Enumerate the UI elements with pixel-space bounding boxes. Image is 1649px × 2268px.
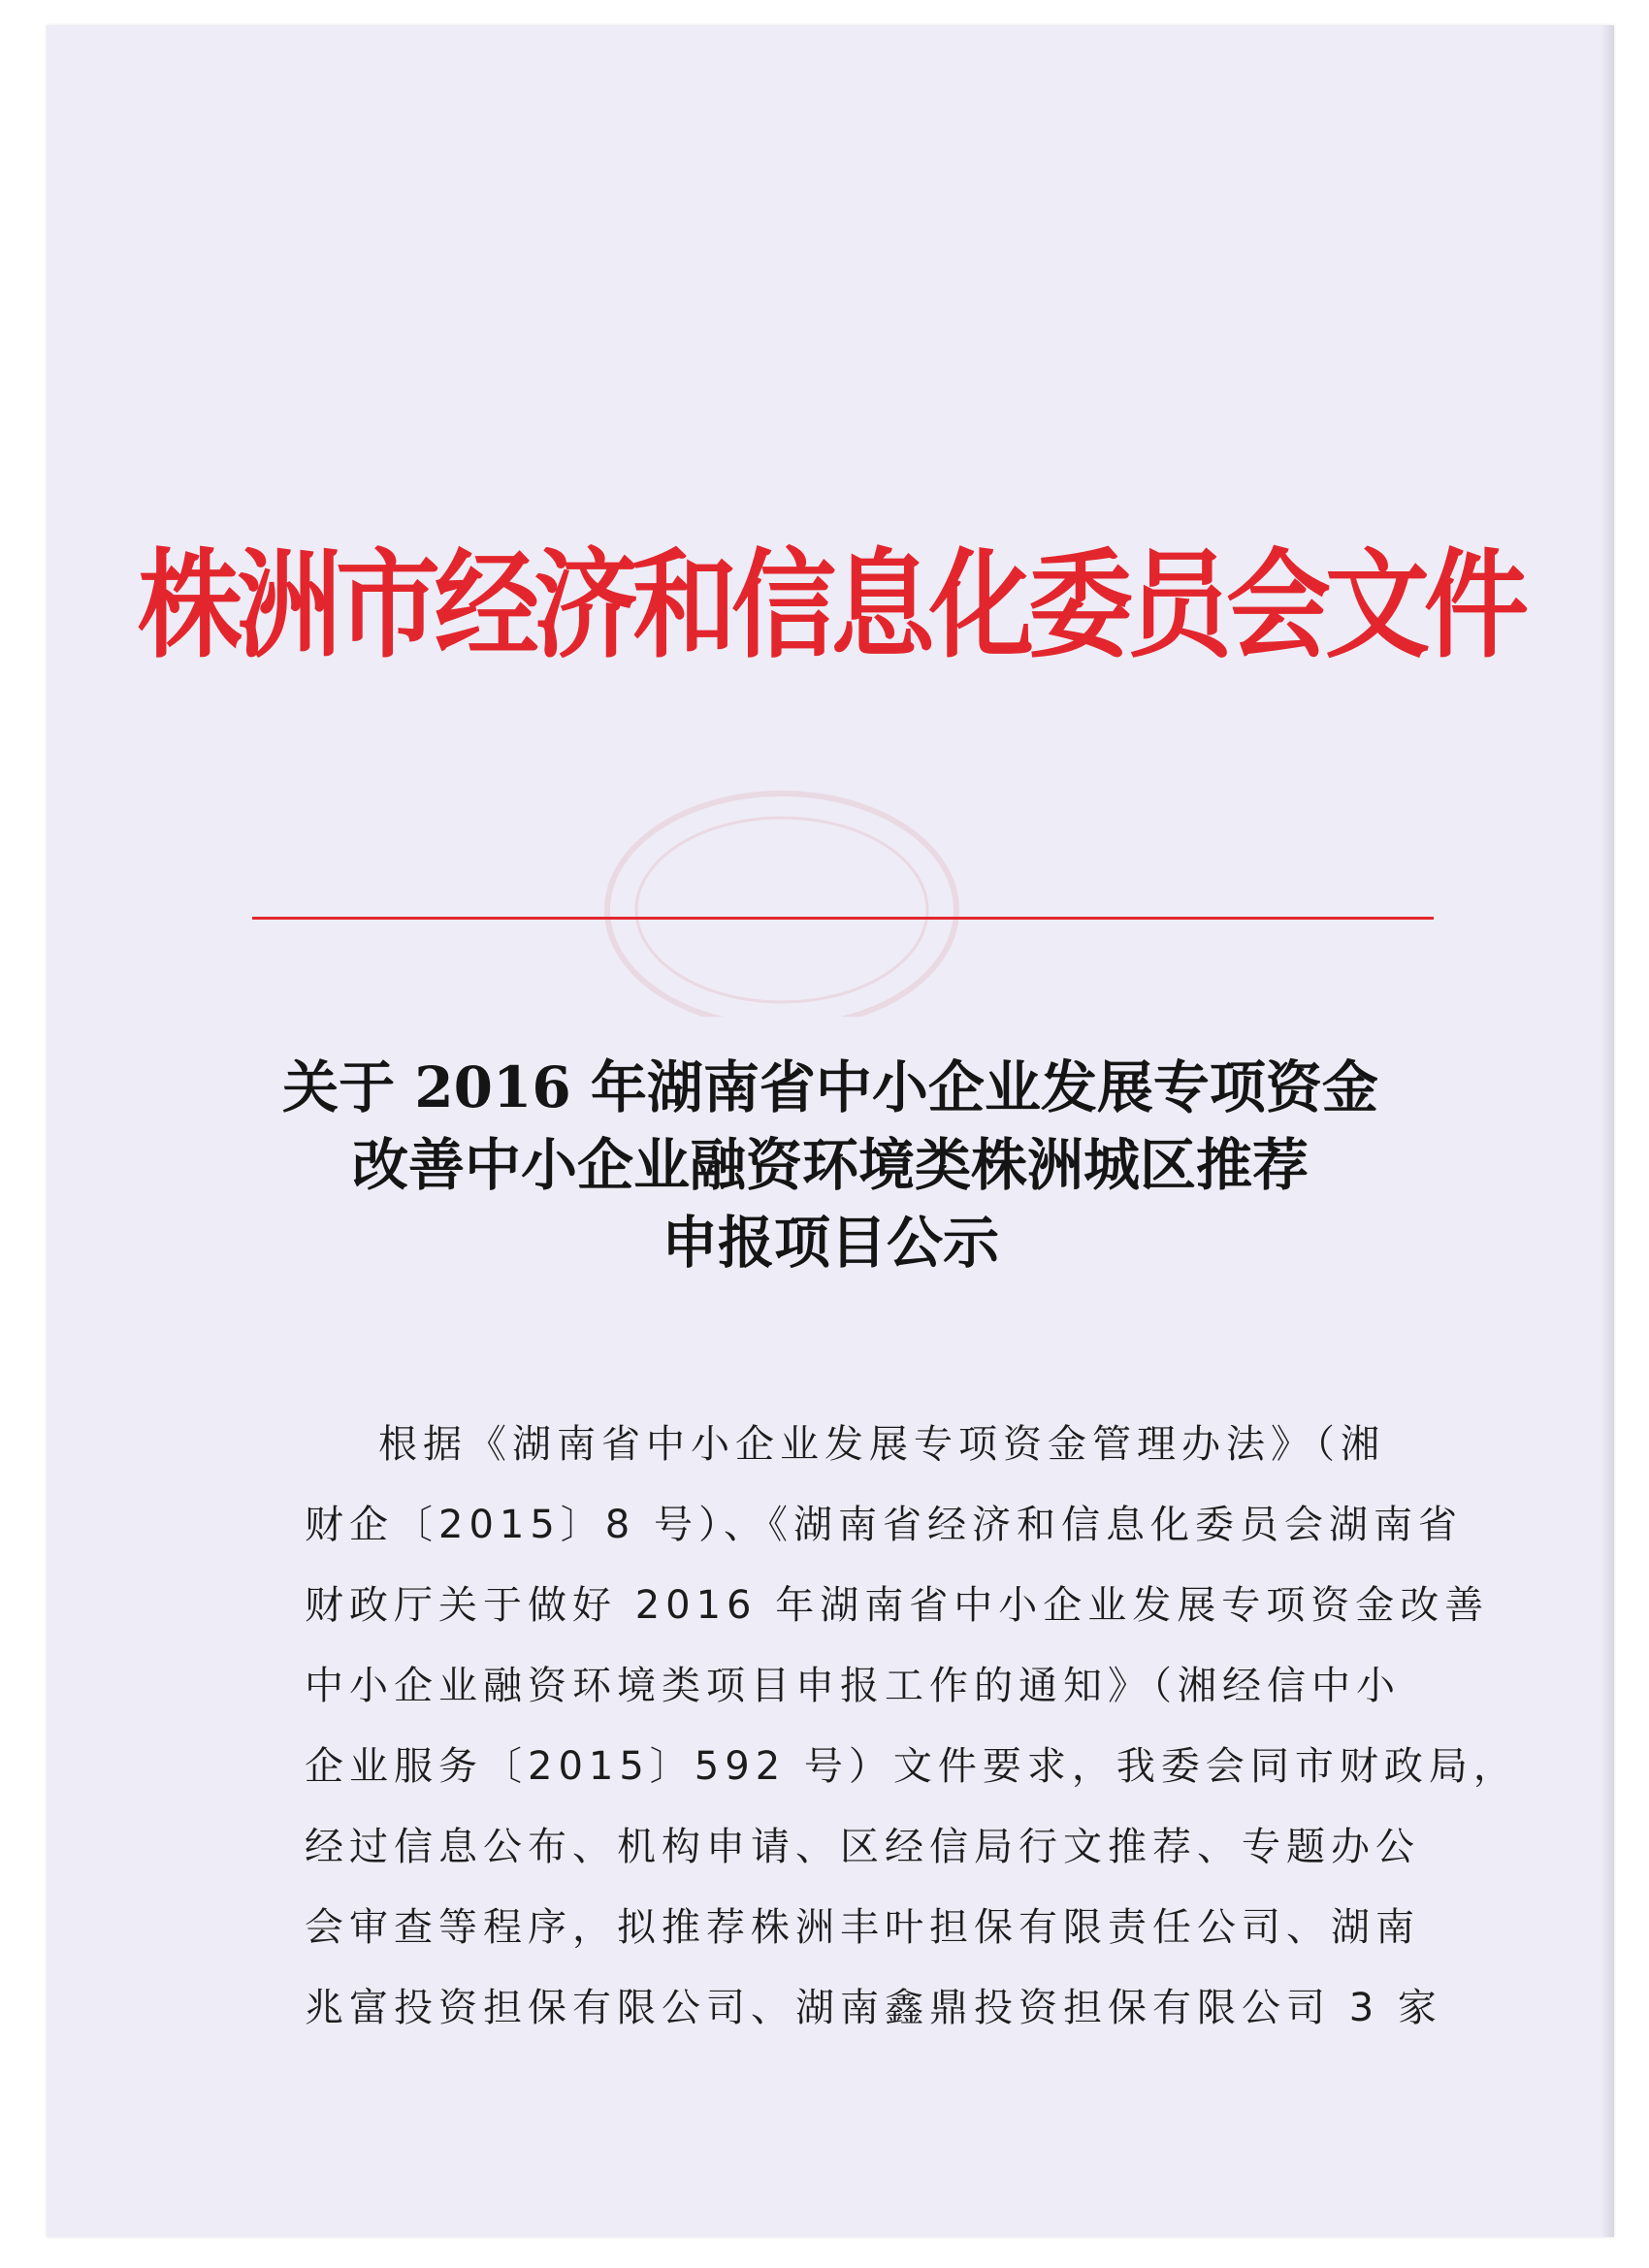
faint-stamp-mark [578,774,986,1017]
document-body [47,1405,1614,2049]
title-line: 关于 2016 年湖南省中小企业发展专项资金 [282,1054,1378,1120]
letterhead-title: 株洲市经济和信息化委员会文件 [137,536,1523,674]
body-line-text: 兆富投资担保有限公司、湖南鑫鼎投资担保有限公司 3 家 [305,1986,1442,2030]
body-line [47,1646,1614,1727]
body-line [47,1727,1614,1807]
body-line-text: 财政厅关于做好 2016 年湖南省中小企业发展专项资金改善 [305,1583,1490,1628]
body-line [47,1485,1614,1566]
red-divider-rule [252,917,1434,920]
body-line-text: 根据《湖南省中小企业发展专项资金管理办法》（湘 [378,1422,1385,1467]
body-line-text: 企业服务〔2015〕592 号）文件要求，我委会同市财政局， [305,1744,1518,1789]
body-line-text: 中小企业融资环境类项目申报工作的通知》（湘经信中小 [305,1664,1401,1708]
body-line [47,1405,1614,1485]
body-line-text: 会审查等程序，拟推荐株洲丰叶担保有限责任公司、湖南 [305,1905,1420,1950]
title-line: 改善中小企业融资环境类株洲城区推荐 [351,1132,1309,1198]
body-line [47,1807,1614,1888]
body-line-text: 财企〔2015〕8 号）、《湖南省经济和信息化委员会湖南省 [305,1503,1463,1547]
body-line [47,1566,1614,1646]
body-line-text: 经过信息公布、机构申请、区经信局行文推荐、专题办公 [305,1825,1420,1869]
document-page [47,25,1614,2237]
body-line [47,1888,1614,1968]
title-line: 申报项目公示 [661,1210,999,1276]
document-title [47,1049,1614,1281]
body-line [47,1968,1614,2049]
